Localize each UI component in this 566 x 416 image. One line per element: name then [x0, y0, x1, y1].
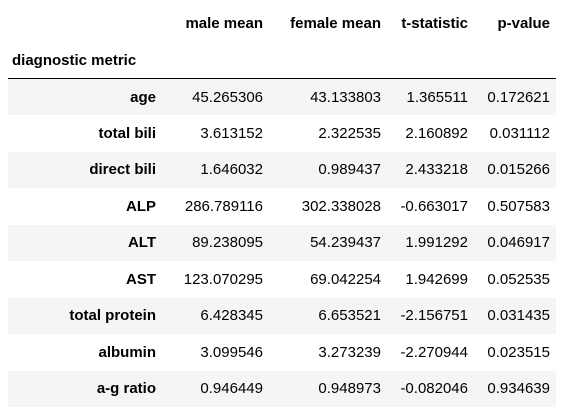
table-cell: 69.042254	[310, 270, 381, 288]
table-row	[8, 298, 556, 335]
table-cell: 2.433218	[405, 161, 468, 179]
row-label: a-g ratio	[96, 380, 156, 398]
table-cell: 1.942699	[405, 270, 468, 288]
table-cell: 0.031112	[489, 124, 550, 142]
table-cell: 3.613152	[200, 124, 263, 142]
table-cell: 0.172621	[487, 88, 550, 106]
row-label: age	[130, 88, 156, 106]
table-cell: 0.046917	[487, 234, 550, 252]
column-header-t-statistic: t-statistic	[401, 14, 468, 32]
row-label: AST	[126, 270, 156, 288]
table-cell: 0.934639	[487, 380, 550, 398]
table-header	[8, 4, 556, 79]
table-cell: -0.082046	[400, 380, 468, 398]
table-cell: -2.270944	[400, 343, 468, 361]
table-row	[8, 115, 556, 152]
table-cell: -2.156751	[400, 307, 468, 325]
table-cell: 286.789116	[184, 197, 263, 215]
index-name-label: diagnostic metric	[12, 51, 137, 69]
table-cell: 3.273239	[318, 343, 381, 361]
index-header-row	[8, 42, 556, 79]
table-cell: 1.646032	[200, 161, 263, 179]
table-row	[8, 371, 556, 408]
column-header-female-mean: female mean	[290, 14, 381, 32]
column-header-p-value: p-value	[497, 14, 550, 32]
table-cell: 123.070295	[183, 270, 263, 288]
table-body	[8, 79, 556, 408]
table-cell: 2.322535	[318, 124, 381, 142]
row-label: albumin	[98, 343, 156, 361]
table-cell: 89.238095	[192, 234, 263, 252]
table-cell: -0.663017	[400, 197, 468, 215]
column-header-male-mean: male mean	[185, 14, 263, 32]
row-label: direct bili	[89, 161, 156, 179]
table-cell: 6.653521	[318, 307, 381, 325]
row-label: total bili	[98, 124, 156, 142]
table-cell: 0.946449	[200, 380, 263, 398]
table-cell: 3.099546	[200, 343, 263, 361]
table-cell: 45.265306	[192, 88, 263, 106]
statistics-table	[8, 4, 556, 407]
table-cell: 0.015266	[487, 161, 550, 179]
table-row	[8, 79, 556, 116]
row-label: ALT	[127, 234, 156, 252]
table-row	[8, 334, 556, 371]
table-cell: 0.948973	[318, 380, 381, 398]
column-header-row	[8, 4, 556, 42]
table-row	[8, 261, 556, 298]
table-cell: 2.160892	[405, 124, 468, 142]
table-cell: 1.365511	[406, 88, 468, 106]
table-row	[8, 225, 556, 262]
table-cell: 0.507583	[487, 197, 550, 215]
table-cell: 1.991292	[405, 234, 468, 252]
table-row	[8, 152, 556, 189]
table-cell: 0.989437	[318, 161, 381, 179]
table-cell: 43.133803	[310, 88, 381, 106]
table-cell: 54.239437	[310, 234, 381, 252]
row-label: ALP	[126, 197, 156, 215]
table-cell: 0.031435	[487, 307, 550, 325]
table-row	[8, 188, 556, 225]
table-cell: 0.052535	[487, 270, 550, 288]
corner-cell	[8, 4, 162, 42]
table-cell: 0.023515	[487, 343, 550, 361]
table-cell: 302.338028	[301, 197, 381, 215]
table-cell: 6.428345	[200, 307, 263, 325]
row-label: total protein	[69, 307, 156, 325]
